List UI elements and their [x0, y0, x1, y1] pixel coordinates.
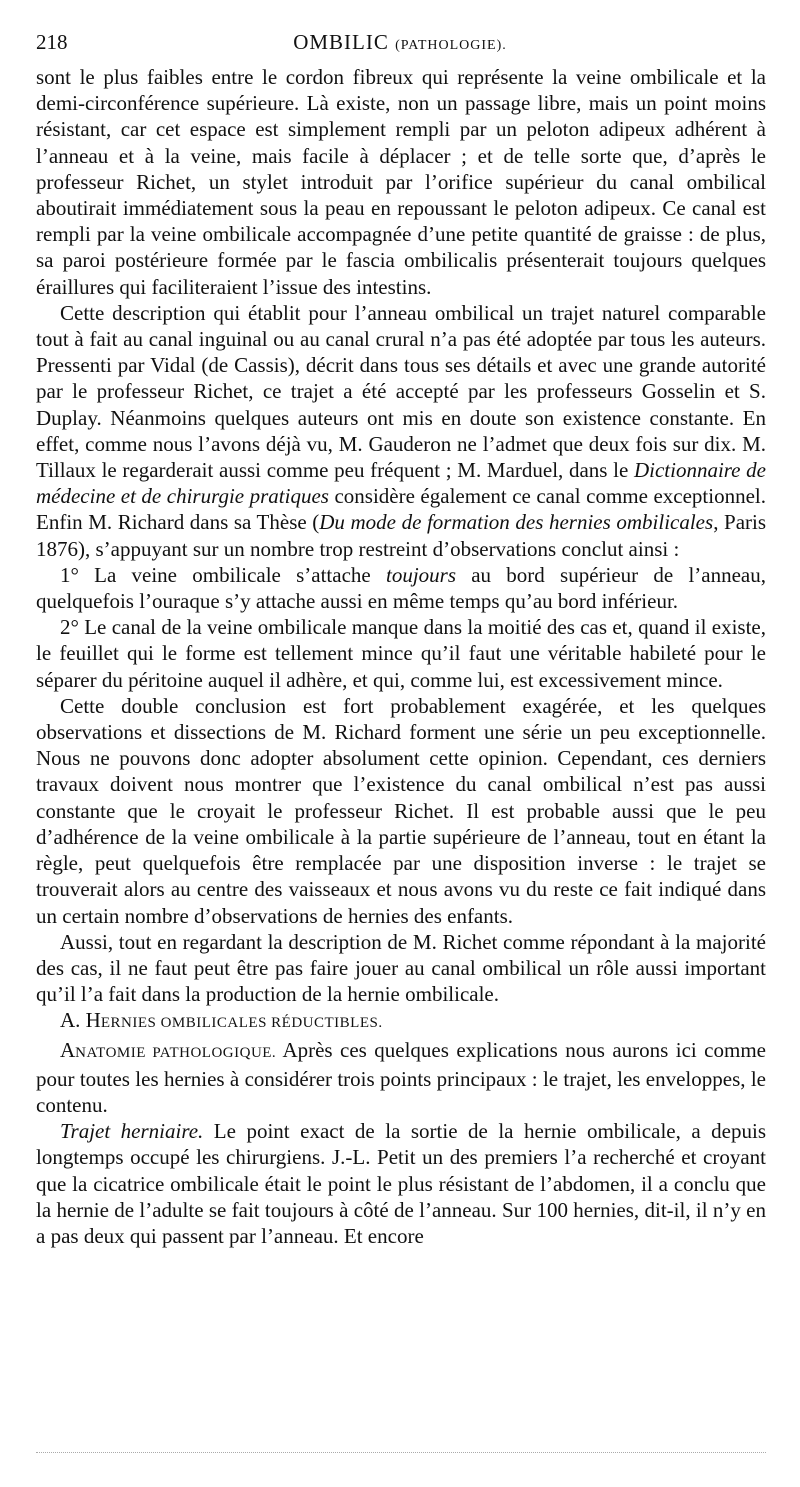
footer-dotted-rule: [36, 1452, 766, 1453]
paragraph-2-italic-title: Dictionnaire de médecine et de chirurgie pratiques: [36, 458, 766, 509]
paragraph-7: [36, 1037, 766, 1119]
paragraph-2-italic-thesis: Du mode de formation des hernies ombilicales: [319, 510, 714, 535]
section-heading: [36, 1007, 766, 1036]
paragraph-8-text: Le point exact de la sortie de la hernie ombilicale, a depuis longtemps occupé les chirurgiens. J.-L. Petit un des premiers l’a recherché et croyant que la cicatrice ombilicale était le point le plus résistant de l’abdomen, il a conclu que la hernie de l’adulte se fait toujours à côté de l’anneau. Sur 100 hernies, dit-il, il n’y en a pas deux qui passent par l’anneau. Et encore: [36, 1119, 766, 1248]
section-heading-letter: A.: [60, 1008, 81, 1033]
running-title-main: OMBILIC: [293, 30, 389, 54]
running-title-section: (PATHOLOGIE).: [395, 38, 507, 53]
paragraph-7-initial: A: [60, 1037, 76, 1062]
paragraph-8: [36, 1118, 766, 1249]
running-header: [36, 30, 764, 60]
paragraph-3: [36, 562, 766, 614]
paragraph-2-part-a: Cette description qui établit pour l’anneau ombilical un trajet naturel comparable tout à fait au canal inguinal ou au canal crural n’a pas été adoptée par tous les auteurs. Pressenti par Vidal (de Cassis), décrit dans tous ses détails et avec une grande autorité par le professeur Richet, ce trajet a été accepté par les professeurs Gosselin et S. Duplay. Néanmoins quelques auteurs ont mis en doute son existence constante. En effet, comme nous l’avons déjà vu, M. Gauderon ne l’admet que deux fois sur dix. M. Tillaux le regarderait aussi comme peu fréquent ; M. Marduel, dans le: [36, 300, 766, 483]
paragraph-6: Aussi, tout en regardant la description de M. Richet comme répondant à la majorité des cas, il ne faut peut être pas faire jouer au canal ombilical un rôle aussi important qu’il l’a fait dans la production de la hernie ombilicale.: [36, 929, 766, 1007]
paragraph-2: [36, 300, 766, 562]
paragraph-8-italic: Trajet herniaire.: [60, 1119, 204, 1144]
paragraph-3-part-a: 1° La veine ombilicale s’attache: [60, 562, 386, 587]
paragraph-1: sont le plus faibles entre le cordon fibreux qui représente la veine ombilicale et la demi-circonférence supérieure. Là existe, non un passage libre, mais un point moins résistant, car cet espace est simplement rempli par un peloton adipeux adhérent à l’anneau et à la veine, mais facile à déplacer ; et de telle sorte que, d’après le professeur Richet, un stylet introduit par l’orifice supérieur du canal ombilical aboutirait immédiatement sous la peau en repoussant le peloton adipeux. Ce canal est rempli par la veine ombilicale accompagnée d’une petite quantité de graisse : de plus, sa paroi postérieure formée par le fascia ombilicalis présenterait toujours quelques éraillures qui faciliteraient l’issue des intestins.: [36, 65, 766, 299]
paragraph-7-small-caps: NATOMIE PATHOLOGIQUE.: [75, 1044, 277, 1061]
paragraph-3-part-b: au bord supérieur de l’anneau, quelquefois l’ouraque s’y attache aussi en même temps qu’au bord inférieur.: [36, 562, 767, 614]
running-title: [36, 30, 764, 55]
paragraph-4: 2° Le canal de la veine ombilicale manque dans la moitié des cas et, quand il existe, le feuillet qui le forme est tellement mince qu’il faut une véritable habileté pour le séparer du péritoine auquel il adhère, et qui, comme lui, est excessivement mince.: [36, 615, 766, 692]
paragraph-3-italic: toujours: [385, 562, 456, 587]
page-number: 218: [36, 30, 68, 54]
paragraph-7-text: Après ces quelques explications nous aurons ici comme pour toutes les hernies à considérer trois points principaux : le trajet, les enveloppes, le contenu.: [36, 1037, 766, 1117]
paragraph-2-part-b: considère également ce canal comme exceptionnel. Enfin M. Richard dans sa Thèse (: [36, 484, 766, 535]
section-heading-initial: H: [85, 1008, 101, 1033]
paragraph-5: Cette double conclusion est fort probablement exagérée, et les quelques observations et dissections de M. Richard forment une série un peu exceptionnelle. Nous ne pouvons donc adopter absolument cette opinion. Cependant, ces derniers travaux doivent nous montrer que l’existence du canal ombilical n’est pas aussi constante que le croyait le professeur Richet. Il est probable aussi que le peu d’adhérence de la veine ombilicale à la partie supérieure de l’anneau, tout en étant la règle, peut quelquefois être remplacée par une disposition inverse : le trajet se trouverait alors au centre des vaisseaux et nous avons vu du reste ce fait indiqué dans un certain nombre d’observations de hernies des enfants.: [36, 693, 766, 928]
section-heading-rest: ERNIES OMBILICALES RÉDUCTIBLES.: [100, 1015, 383, 1032]
paragraph-2-part-c: , Paris 1876), s’appuyant sur un nombre trop restreint d’observations conclut ainsi :: [36, 510, 767, 561]
body-text: [36, 64, 766, 1249]
